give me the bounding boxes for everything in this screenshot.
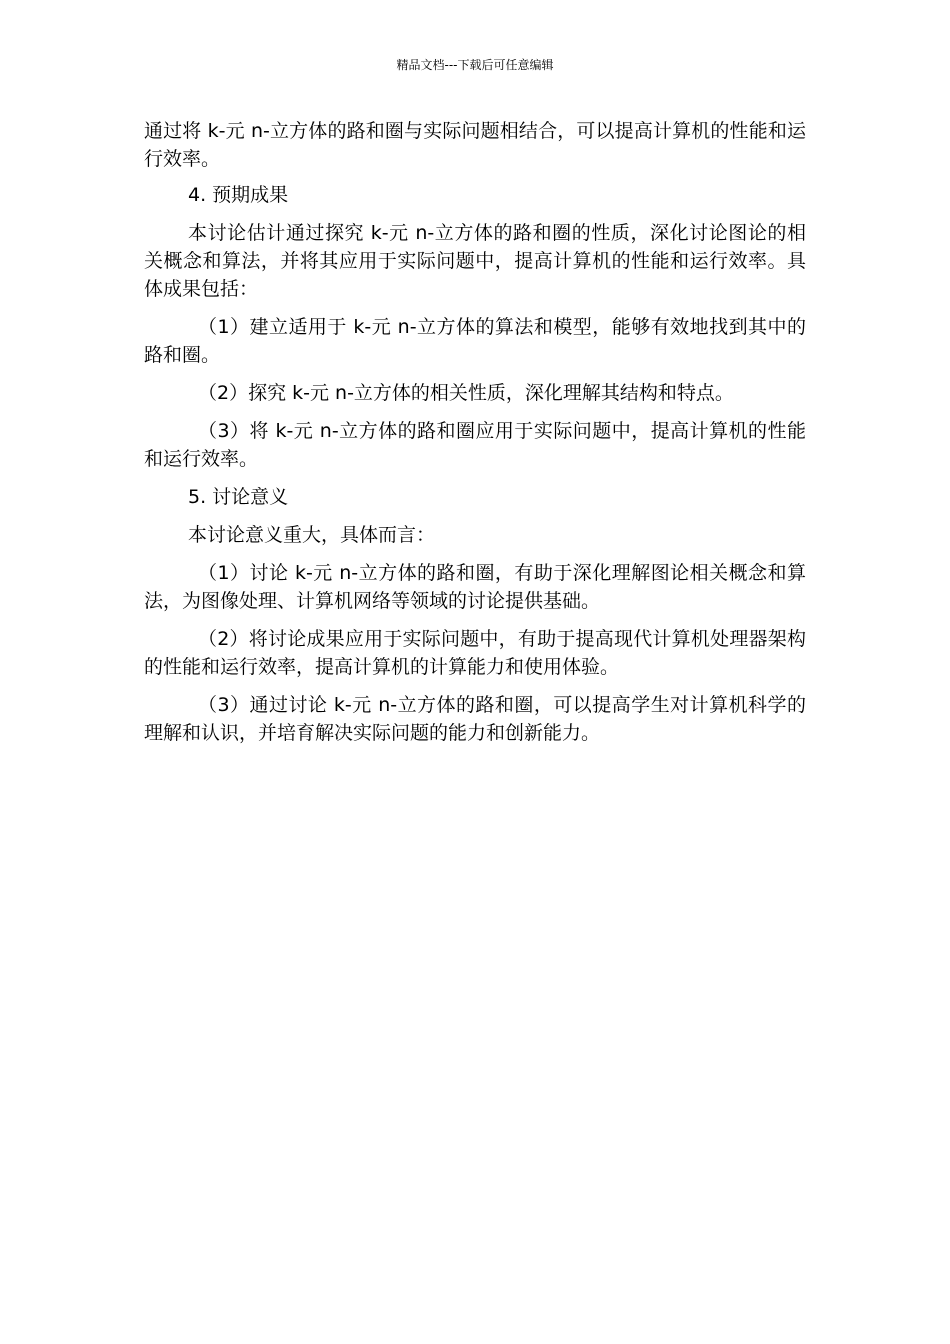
- list-item-significance-3: （3）通过讨论 k-元 n-立方体的路和圈，可以提高学生对计算机科学的理解和认识，并培育解决实际问题的能力和创新能力。: [144, 694, 806, 744]
- paragraph-continuation: 通过将 k-元 n-立方体的路和圈与实际问题相结合，可以提高计算机的性能和运行效率。: [144, 120, 806, 170]
- list-item-result-3: （3）将 k-元 n-立方体的路和圈应用于实际问题中，提高计算机的性能和运行效率。: [144, 420, 806, 470]
- list-item-result-1: （1）建立适用于 k-元 n-立方体的算法和模型，能够有效地找到其中的路和圈。: [144, 316, 806, 366]
- section-heading-expected-results: 4. 预期成果: [188, 184, 289, 206]
- document-body: [144, 117, 806, 757]
- paragraph-significance-intro: 本讨论意义重大，具体而言：: [188, 524, 436, 546]
- page-header: 精品文档---下载后可任意编辑: [396, 58, 554, 72]
- list-item-significance-2: （2）将讨论成果应用于实际问题中，有助于提高现代计算机处理器架构的性能和运行效率，提高计算机的计算能力和使用体验。: [144, 628, 806, 678]
- paragraph-expected-results-intro: 本讨论估计通过探究 k-元 n-立方体的路和圈的性质，深化讨论图论的相关概念和算法，并将其应用于实际问题中，提高计算机的性能和运行效率。具体成果包括：: [144, 222, 806, 300]
- list-item-significance-1: （1）讨论 k-元 n-立方体的路和圈，有助于深化理解图论相关概念和算法，为图像处理、计算机网络等领域的讨论提供基础。: [144, 562, 806, 612]
- section-heading-significance: 5. 讨论意义: [188, 486, 289, 508]
- list-item-result-2: （2）探究 k-元 n-立方体的相关性质，深化理解其结构和特点。: [198, 382, 734, 404]
